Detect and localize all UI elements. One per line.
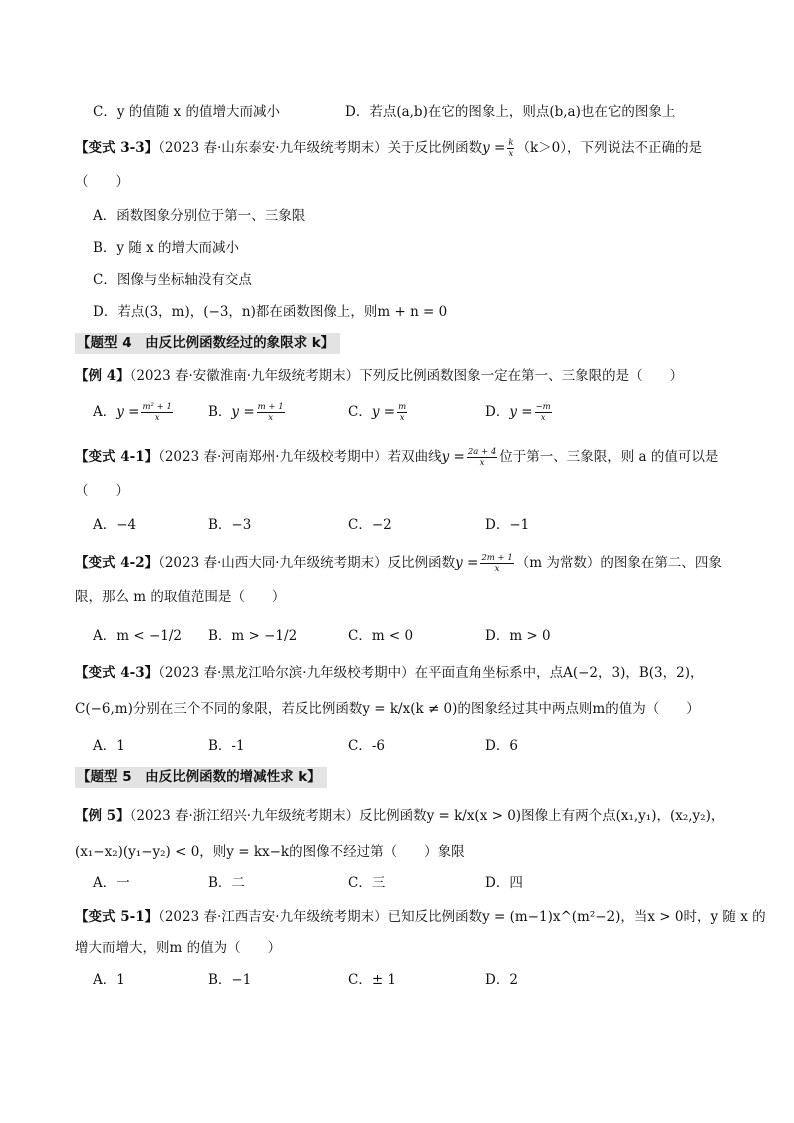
- option-a: A．1: [93, 738, 125, 754]
- question-tag: 【变式 4-2】: [75, 555, 159, 571]
- question-4-2-stem: 【变式 4-2】（2023 春·山西大同·九年级统考期末）反比例函数y = $\frac{2m + 1}{x}$ （m 为常数）的图象在第二、四象: [75, 553, 722, 574]
- option-b: B．y 随 x 的增大而减小: [93, 240, 240, 256]
- option-d: D．2: [485, 972, 518, 988]
- option-d: D．y = $\frac{-m}{x}$: [485, 402, 551, 423]
- section-header: 【题型 5 由反比例函数的增减性求 k】: [75, 767, 327, 788]
- question-source: （2023 春·山东泰安·九年级统考期末）关于反比例函数: [158, 140, 483, 156]
- option-c: C．y = $\frac{m}{x}$: [348, 402, 407, 423]
- option-b: B．−1: [208, 972, 252, 988]
- example-5-line2: (x₁−x₂)(y₁−y₂) < 0，则y = kx−k的图像不经过第（ ）象限: [75, 844, 465, 860]
- question-4-2-line2: 限，那么 m 的取值范围是（ ）: [75, 589, 286, 605]
- option-c: C．−2: [348, 517, 392, 533]
- example-5-stem: [75, 806, 724, 826]
- answer-paren: （ ）: [75, 174, 129, 190]
- option-c: C．图像与坐标轴没有交点: [93, 272, 252, 288]
- question-4-3-line2: C(−6,m)分别在三个不同的象限，若反比例函数y = k/x(k ≠ 0)的图象经过其中两点则m的值为（ ）: [75, 701, 700, 717]
- option-b: B．−3: [208, 517, 252, 533]
- option-d: D．若点(a,b)在它的图象上，则点(b,a)也在它的图象上: [345, 104, 676, 120]
- question-tag: 【变式 4-3】: [75, 665, 159, 681]
- option-d: D．若点(3，m)，(−3，n)都在函数图像上，则m + n = 0: [93, 304, 448, 320]
- option-b: B．m > −1/2: [208, 628, 298, 644]
- question-text: （2023 春·黑龙江哈尔滨·九年级校考期中）在平面直角坐标系中，点A(−2，3)，B(3，2)，: [158, 665, 704, 681]
- option-a: A．一: [93, 875, 130, 891]
- option-b: B．二: [208, 875, 245, 891]
- question-3-3-stem: 【变式 3-3】（2023 春·山东泰安·九年级统考期末）关于反比例函数y = $\frac{k}{x}$ （k＞0），下列说法不正确的是: [75, 138, 703, 159]
- question-text: （2023 春·江西吉安·九年级统考期末）已知反比例函数y = (m−1)x^(m²−2)，当x > 0时，y 随 x 的: [158, 909, 766, 925]
- option-c: C．m < 0: [348, 628, 414, 644]
- option-a: A．−4: [93, 517, 137, 533]
- option-b: B．y = $\frac{m + 1}{x}$: [208, 402, 284, 423]
- section-header: 【题型 4 由反比例函数经过的象限求 k】: [75, 333, 340, 354]
- option-a: A．1: [93, 972, 125, 988]
- option-d: D．−1: [485, 517, 530, 533]
- question-source: （2023 春·河南郑州·九年级校考期中）若双曲线: [158, 449, 442, 465]
- question-tag: 【变式 4-1】: [75, 449, 159, 465]
- question-tag: 【变式 5-1】: [75, 909, 159, 925]
- option-b: B．-1: [208, 738, 245, 754]
- question-5-1-stem: [75, 907, 766, 927]
- option-d: D．四: [485, 875, 523, 891]
- option-a: A．函数图象分别位于第一、三象限: [93, 208, 306, 224]
- question-4-1-stem: 【变式 4-1】（2023 春·河南郑州·九年级校考期中）若双曲线y = $\frac{2a + 4}{x}$ 位于第一、三象限，则 a 的值可以是: [75, 447, 719, 468]
- question-tag: 【例 4】: [75, 368, 130, 384]
- question-stem-end: （m 为常数）的图象在第二、四象: [515, 555, 722, 571]
- option-a: A．m < −1/2: [93, 628, 182, 644]
- answer-paren: （ ）: [75, 483, 129, 499]
- fraction: $\frac{2a + 4}{x}$: [467, 447, 497, 468]
- option-c: C．三: [348, 875, 386, 891]
- question-stem-end: 位于第一、三象限，则 a 的值可以是: [499, 449, 719, 465]
- question-text: （2023 春·安徽淮南·九年级统考期末）下列反比例函数图象一定在第一、三象限的是（ ）: [129, 368, 684, 384]
- question-stem-end: （k＞0），下列说法不正确的是: [516, 140, 703, 156]
- fraction: $\frac{2m + 1}{x}$: [481, 553, 513, 574]
- option-d: D．m > 0: [485, 628, 551, 644]
- option-a: A．y = $\frac{\text{m² + 1}}{x}$: [93, 402, 172, 423]
- option-d: D．6: [485, 738, 518, 754]
- question-4-3-stem: [75, 663, 703, 683]
- fraction: $\frac{k}{x}$: [508, 138, 514, 159]
- option-c: C．± 1: [348, 972, 397, 988]
- example-4-stem: [75, 366, 683, 386]
- question-text: （2023 春·浙江绍兴·九年级统考期末）反比例函数y = k/x(x > 0)图像上有两个点(x₁,y₁)，(x₂,y₂)，: [129, 808, 725, 824]
- question-tag: 【例 5】: [75, 808, 130, 824]
- question-tag: 【变式 3-3】: [75, 140, 159, 156]
- option-c: C．-6: [348, 738, 385, 754]
- question-source: （2023 春·山西大同·九年级统考期末）反比例函数: [158, 555, 456, 571]
- question-5-1-line2: 增大而增大，则m 的值为（ ）: [75, 940, 282, 956]
- option-c: C．y 的值随 x 的值增大而减小: [93, 104, 280, 120]
